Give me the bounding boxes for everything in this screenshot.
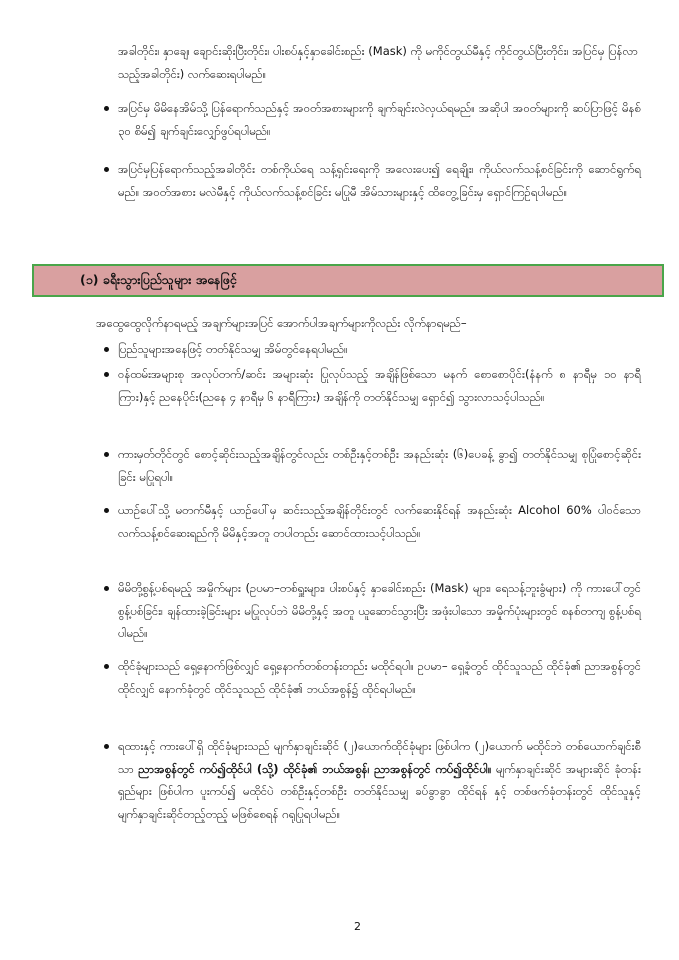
emphasis-text: ညာအစွန်တွင် ကပ်၍ထိုင်ပါ (သို့) ထိုင်ခုံ၏ ဘယ်အစွန်၊ ညာအစွန်တွင် ကပ်၍ထိုင်ပါ။	[138, 761, 492, 776]
list-item-text: ယာဉ်ပေါ်သို့ မတက်မီနှင့် ယာဉ်ပေါ်မှ ဆင်းသည့်အချိန်တိုင်းတွင် လက်ဆေးနိုင်ရန် အနည်းဆုံး Alcohol 60% ပါဝင်သော လက်သန့်စင်ဆေးရည်ကို မိမိနှင့်အတူ တပါတည်း ဆောင်ထားသင့်ပါသည်။	[118, 503, 641, 540]
bullet-icon	[104, 106, 109, 111]
bullet-icon	[104, 347, 109, 352]
bullet-icon	[104, 508, 109, 513]
list-item-text-part: ရထားနှင့် ကားပေါ်ရှိ ထိုင်ခုံများသည် မျက်နှာချင်းဆိုင် (၂)ယောက်ထိုင်ခုံများ ဖြစ်ပါက (၂)ယောက် မထိုင်ဘဲ တစ်ယောက်ချင်းစီသာ	[118, 739, 641, 776]
section-intro: အထွေထွေလိုက်နာရမည့် အချက်များအပြင် အောက်ပါအချက်များကိုလည်း လိုက်နာရမည်–	[96, 316, 467, 330]
list-item-text: ဝန်ထမ်းအများစု အလုပ်တက်/ဆင်း အများဆုံး ပြုလုပ်သည့် အချိန်ဖြစ်သော မနက် စောစောပိုင်း(နံနက် ၈ နာရီမှ ၁၀ နာရီကြား)နှင့် ညနေပိုင်း(ညနေ ၄ နာရီမှ ၆ နာရီကြား) အချိန်ကို တတ်နိုင်သမျှ ရှောင်၍ သွားလာသင့်ပါသည်။	[118, 367, 641, 404]
continuation-paragraph: အခါတိုင်း၊ နှာချေ၊ ချောင်းဆိုးပြီးတိုင်း၊ ပါးစပ်နှင့်နှာခေါင်းစည်း (Mask) ကို မကိုင်တွယ်မီနှင့် ကိုင်တွယ်ပြီးတိုင်း၊ အပြင်မှ ပြန်လာသည့်အခါတိုင်း) လက်ဆေးရပါမည်။	[118, 44, 638, 81]
page-number: 2	[354, 920, 361, 933]
list-item	[96, 655, 641, 725]
list-item-text: အပြင်မှ မိမိနေအိမ်သို့ ပြန်ရောက်သည်နှင့် အဝတ်အစားများကို ချက်ချင်းလဲလှယ်ရမည်။ အဆိုပါ အဝတ်များကို ဆပ်ပြာဖြင့် မိနစ် ၃၀ စိမ်၍ ချက်ချင်းလျှော်ဖွပ်ရပါမည်။	[118, 101, 641, 138]
bullet-icon	[104, 744, 109, 749]
list-item-text: မိမိတို့စွန့်ပစ်ရမည့် အမှိုက်များ (ဥပမာ–တစ်ရှူးများ၊ ပါးစပ်နှင့် နှာခေါင်းစည်း (Mask) များ၊ ရေသန့်ဘူးခွံများ) ကို ကားပေါ်တွင် စွန့်ပစ်ခြင်း၊ ချန်ထားခဲ့ခြင်းများ မပြုလုပ်ဘဲ မိမိတို့နှင့် အတူ ယူဆောင်သွားပြီး အဖုံးပါသော အမှိုက်ပုံးများတွင် စနစ်တကျ စွန့်ပစ်ရပါမည်။	[118, 581, 641, 640]
list-item	[96, 97, 641, 145]
list-item-text: ကားမှတ်တိုင်တွင် စောင့်ဆိုင်းသည့်အချိန်တွင်လည်း တစ်ဦးနှင့်တစ်ဦး အနည်းဆုံး (၆)ပေခန့် ခွာ၍ တတ်နိုင်သမျှ စုပြုံစောင့်ဆိုင်းခြင်း မပြုရပါ။	[118, 447, 641, 484]
bullet-icon	[104, 664, 109, 669]
list-item	[96, 363, 641, 433]
list-item	[96, 577, 641, 647]
section-header	[32, 264, 664, 297]
list-item	[96, 338, 641, 362]
bullet-icon	[104, 586, 109, 591]
list-item	[96, 443, 641, 491]
list-item	[96, 499, 641, 569]
list-item-text	[118, 735, 641, 825]
bullet-icon	[104, 372, 109, 377]
list-item-text-part: မျက်နှာချင်းဆိုင် အများဆိုင် ခုံတန်းရှည်များ ဖြစ်ပါက ပူးကပ်၍ မထိုင်ပဲ တစ်ဦးနှင့်တစ်ဦး တတ်နိုင်သမျှ ခပ်ခွာခွာ ထိုင်ရန် နှင့် တစ်ဖက်ခုံတန်းတွင် ထိုင်သူနှင့် မျက်နှာချင်းဆိုင်တည့်တည့် မဖြစ်စေရန် ဂရုပြုရပါမည်။	[118, 761, 641, 821]
bullet-icon	[104, 452, 109, 457]
list-item	[96, 735, 641, 875]
list-item	[96, 158, 641, 228]
section-title: (၁) ခရီးသွားပြည်သူများ အနေဖြင့်	[80, 272, 237, 287]
bullet-icon	[104, 167, 109, 172]
list-item-text: ထိုင်ခုံများသည် ရှေ့နောက်ဖြစ်လျှင် ရှေ့နောက်တစ်တန်းတည်း မထိုင်ရပါ။ ဥပမာ– ရှေ့ခုံတွင် ထိုင်သူသည် ထိုင်ခုံ၏ ညာအစွန်တွင် ထိုင်လျှင် နောက်ခုံတွင် ထိုင်သူသည် ထိုင်ခုံ၏ ဘယ်အစွန်၌ ထိုင်ရပါမည်။	[118, 659, 641, 696]
list-item-text: ပြည်သူများအနေဖြင့် တတ်နိုင်သမျှ အိမ်တွင်နေရပါမည်။	[118, 342, 348, 356]
list-item-text: အပြင်မှပြန်ရောက်သည့်အခါတိုင်း တစ်ကိုယ်ရေ သန့်ရှင်းရေးကို အလေးပေး၍ ရေချိုး၊ ကိုယ်လက်သန့်စင်ခြင်းကို ဆောင်ရွက်ရမည်။ အဝတ်အစား မလဲမီနှင့် ကိုယ်လက်သန့်စင်ခြင်း မပြုမီ အိမ်သားများနှင့် ထိတွေ့ခြင်းမှ ရှောင်ကြဉ်ရပါမည်။	[118, 162, 641, 199]
